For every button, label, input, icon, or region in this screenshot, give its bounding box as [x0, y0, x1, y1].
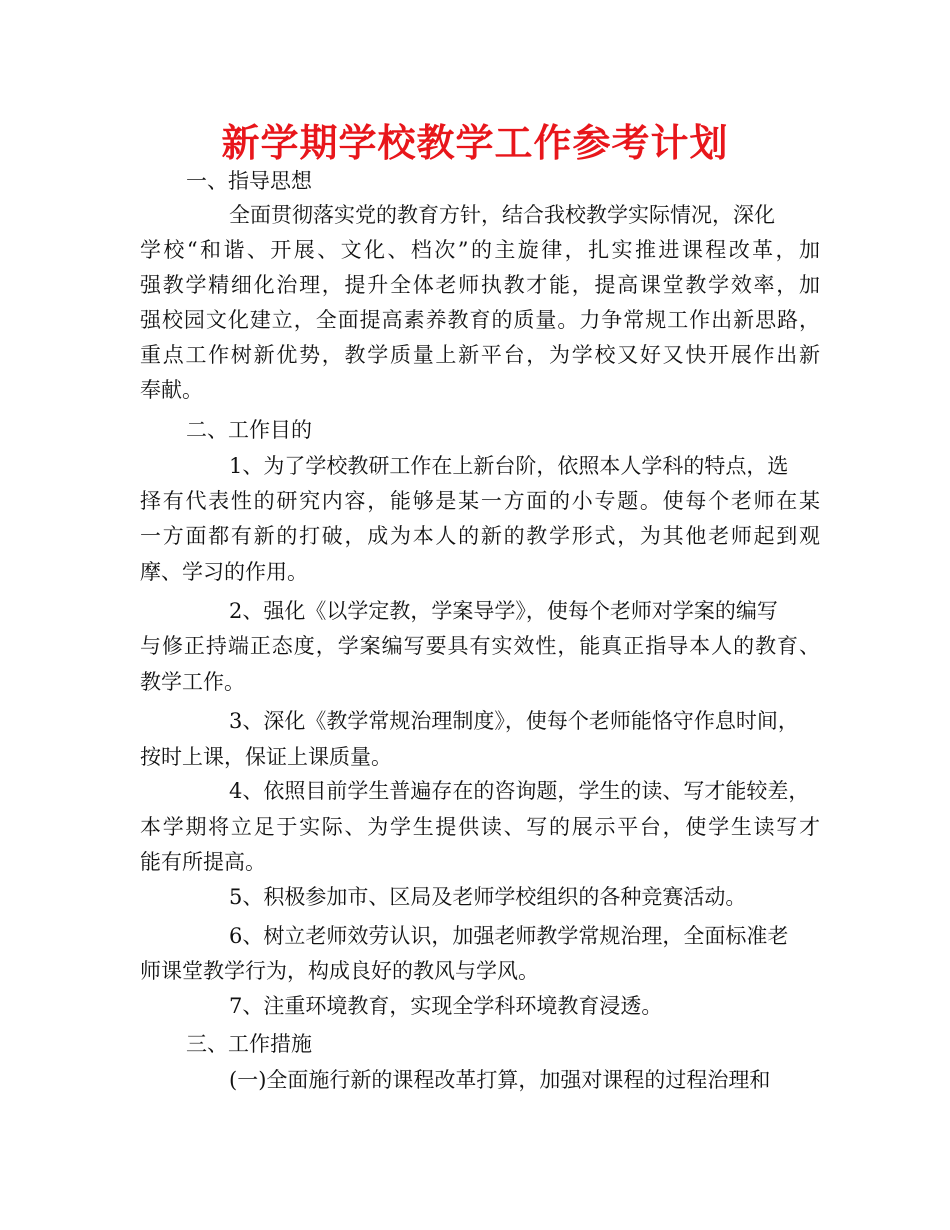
paragraph-line: 2、强化《以学定教，学案导学》，使每个老师对学案的编写	[229, 599, 778, 623]
paragraph-line: 与修正持端正态度，学案编写要具有实效性，能真正指导本人的教育、	[140, 634, 820, 658]
paragraph-line: (一)全面施行新的课程改革打算，加强对课程的过程治理和	[229, 1068, 771, 1092]
paragraph-line: 强教学精细化治理，提升全体老师执教才能，提高课堂教学效率，加	[140, 273, 820, 297]
paragraph-line: 重点工作树新优势，教学质量上新平台，为学校又好又快开展作出新	[140, 343, 820, 367]
paragraph-line: 学校“和谐、开展、文化、档次”的主旋律，扎实推进课程改革，加	[140, 238, 820, 262]
document-title: 新学期学校教学工作参考计划	[221, 121, 729, 165]
paragraph-line: 本学期将立足于实际、为学生提供读、写的展示平台，使学生读写才	[140, 815, 820, 839]
paragraph-line: 全面贯彻落实党的教育方针，结合我校教学实际情况，深化	[229, 203, 775, 227]
paragraph-line: 一方面都有新的打破，成为本人的新的教学形式，为其他老师起到观	[140, 524, 820, 548]
paragraph-line: 择有代表性的研究内容，能够是某一方面的小专题。使每个老师在某	[140, 489, 820, 513]
paragraph-line: 强校园文化建立，全面提高素养教育的质量。力争常规工作出新思路，	[140, 308, 820, 332]
paragraph-line: 奉献。	[140, 378, 203, 402]
paragraph-line: 6、树立老师效劳认识，加强老师教学常规治理，全面标准老	[229, 924, 789, 948]
paragraph-line: 7、注重环境教育，实现全学科环境教育浸透。	[229, 994, 663, 1018]
paragraph-line: 师课堂教学行为，构成良好的教风与学风。	[140, 959, 539, 983]
section-heading-work-measures: 三、工作措施	[186, 1032, 312, 1056]
paragraph-line: 5、积极参加市、区局及老师学校组织的各种竞赛活动。	[229, 885, 747, 909]
section-heading-work-goals: 二、工作目的	[186, 418, 312, 442]
paragraph-line: 教学工作。	[140, 670, 245, 694]
section-heading-guiding-thought: 一、指导思想	[186, 169, 312, 193]
paragraph-line: 1、为了学校教研工作在上新台阶，依照本人学科的特点，选	[229, 454, 789, 478]
paragraph-line: 能有所提高。	[140, 850, 266, 874]
paragraph-line: 摩、学习的作用。	[140, 560, 308, 584]
paragraph-line: 3、深化《教学常规治理制度》，使每个老师能恪守作息时间，	[229, 709, 799, 733]
paragraph-line: 4、依照目前学生普遍存在的咨询题，学生的读、写才能较差，	[229, 779, 810, 803]
paragraph-line: 按时上课，保证上课质量。	[140, 745, 392, 769]
